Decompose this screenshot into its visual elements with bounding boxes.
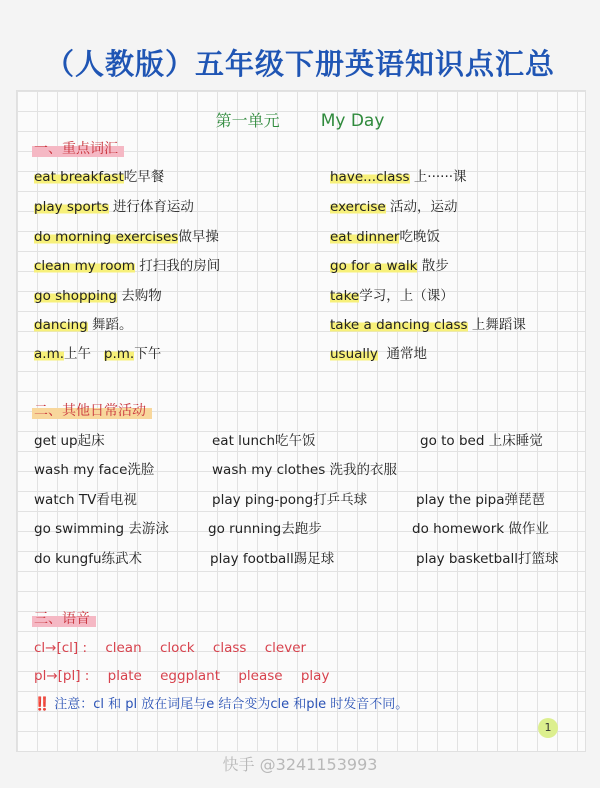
phonics-word: clever	[264, 640, 307, 656]
activity-item: play basketball打篮球	[416, 551, 559, 567]
phonics-pl-row	[34, 665, 343, 687]
phonics-word: clean	[105, 640, 142, 656]
phonics-word: clock	[159, 640, 195, 656]
vocab-item: go shopping 去购物	[34, 288, 162, 304]
activity-item: get up起床	[34, 433, 105, 449]
phonics-cl-row	[34, 637, 320, 659]
phonics-label: cl→[cl] :	[34, 640, 88, 656]
activity-item: wash my face洗脸	[34, 462, 155, 478]
vocab-item: have...class 上······课	[330, 169, 467, 185]
activity-item: play the pipa弹琵琶	[416, 492, 545, 508]
activity-item: play football踢足球	[210, 551, 335, 567]
vocab-item: take a dancing class 上舞蹈课	[330, 317, 526, 333]
watermark: 快手 @3241153993	[222, 755, 378, 774]
phonics-word: plate	[107, 668, 142, 684]
vocab-item: eat dinner吃晚饭	[330, 229, 440, 245]
vocab-item: go for a walk 散步	[330, 258, 449, 274]
activity-item: do homework 做作业	[412, 521, 549, 537]
activity-item: play ping-pong打乒乓球	[212, 492, 368, 508]
vocab-item: a.m.上午 p.m.下午	[34, 346, 162, 362]
unit-title-en: My Day	[320, 111, 385, 131]
vocab-item: take学习，上（课）	[330, 288, 454, 304]
activity-item: watch TV看电视	[34, 492, 137, 508]
activity-item: go swimming 去游泳	[34, 521, 169, 537]
unit-title-cn: 第一单元	[215, 111, 280, 130]
activity-item: go running去跑步	[208, 521, 322, 537]
page-title: （人教版）五年级下册英语知识点汇总	[44, 47, 555, 81]
activity-item: do kungfu练武术	[34, 551, 143, 567]
section-heading-daily-activities: 二、其他日常活动	[32, 400, 152, 420]
phonics-note: ‼️ 注意：cl 和 pl 放在词尾与e 结合变为cle 和ple 时发音不同。	[34, 697, 409, 712]
vocab-item: play sports 进行体育运动	[34, 199, 194, 215]
section-heading-phonics: 三、语音	[32, 608, 96, 628]
vocab-item: dancing 舞蹈。	[34, 317, 133, 333]
phonics-word: class	[212, 640, 247, 656]
activity-item: go to bed 上床睡觉	[420, 433, 543, 449]
unit-title	[0, 108, 600, 131]
vocab-item: do morning exercises做早操	[34, 229, 219, 245]
phonics-label: pl→[pl] :	[34, 668, 90, 684]
warning-icon: ‼️	[34, 697, 51, 712]
activity-item: wash my clothes 洗我的衣服	[212, 462, 398, 478]
vocab-item: clean my room 打扫我的房间	[34, 258, 221, 274]
vocab-item: exercise 活动，运动	[330, 199, 458, 215]
activity-item: eat lunch吃午饭	[212, 433, 316, 449]
vocab-item: usually 通常地	[330, 346, 428, 362]
section-heading-vocabulary: 一、重点词汇	[32, 138, 124, 158]
phonics-word: eggplant	[160, 668, 221, 684]
phonics-word: please	[238, 668, 283, 684]
phonics-word: play	[300, 668, 330, 684]
vocab-item: eat breakfast吃早餐	[34, 169, 165, 185]
page-number: 1	[538, 718, 558, 738]
